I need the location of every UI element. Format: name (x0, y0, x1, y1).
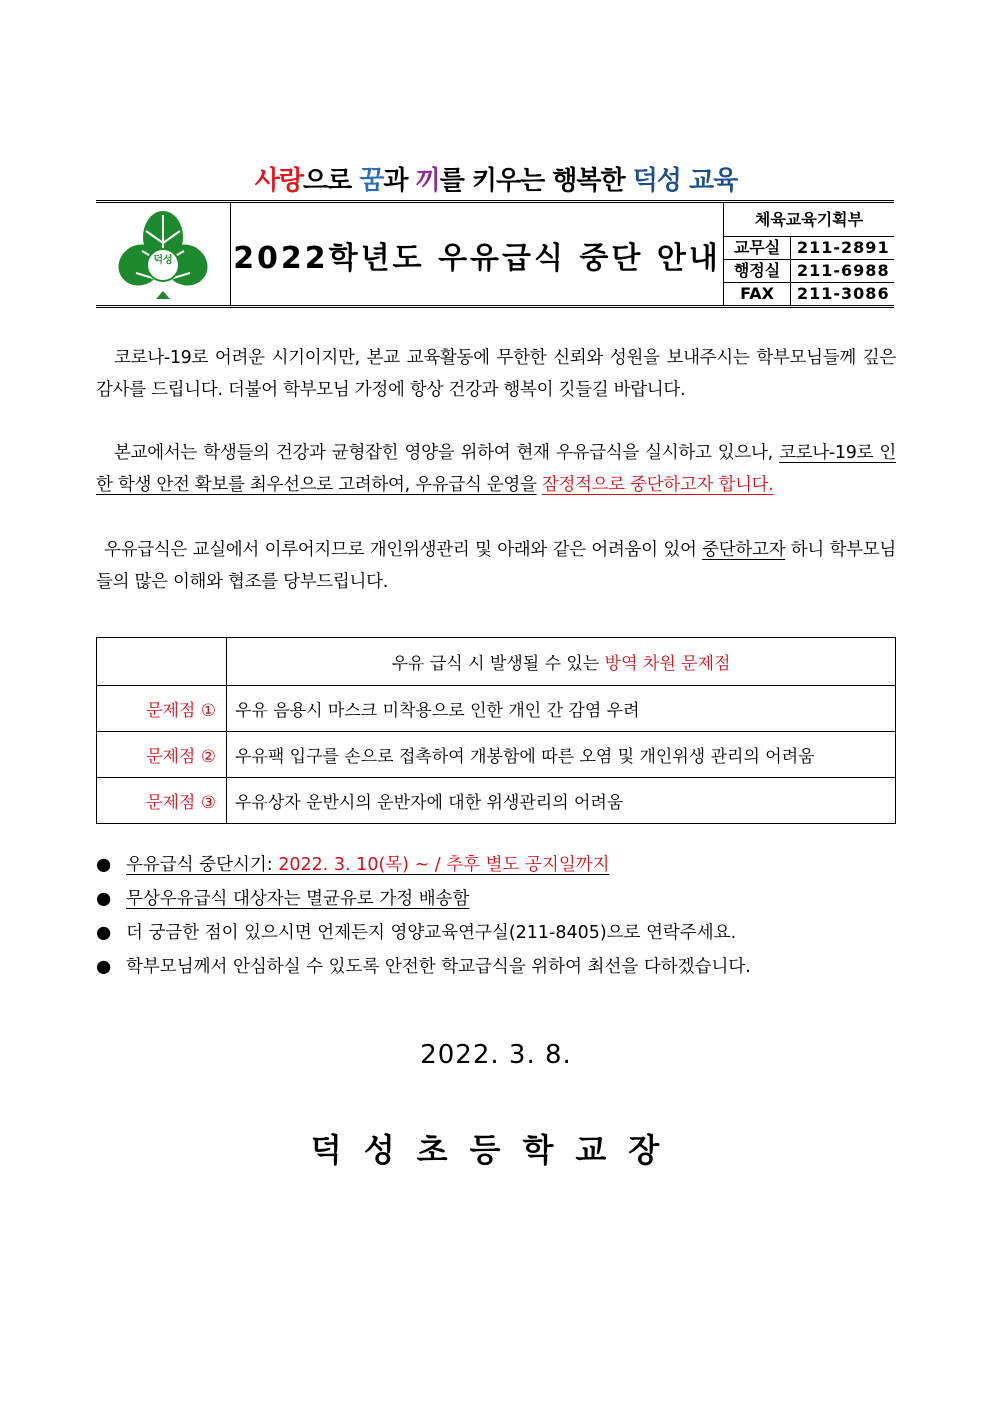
list-item (96, 950, 896, 984)
contact-box (724, 203, 894, 305)
slogan-part: 를 키우는 행복한 (439, 166, 633, 196)
list-item (96, 916, 896, 950)
page-title: 2022학년도 우유급식 중단 안내 (233, 241, 721, 276)
bullet-icon: ● (96, 923, 112, 943)
paragraph-greeting: 코로나-19로 어려운 시기이지만, 본교 교육활동에 무한한 신뢰와 성원을 보내주시는 학부모님들께 깊은 감사를 드립니다. 더불어 학부모님 가정에 항상 건강과 행복이 깃들길 바랍니다. (96, 348, 896, 400)
table-corner (97, 638, 227, 686)
slogan-part: 으로 (303, 166, 360, 196)
school-logo (96, 203, 230, 303)
bullet-text: 학부모님께서 안심하실 수 있도록 안전한 학교급식을 위하여 최선을 다하겠습니다. (126, 957, 751, 977)
contact-number: 211-6988 (797, 261, 890, 280)
contact-row (724, 260, 894, 283)
table-row (97, 686, 896, 732)
issue-label: 문제점 ① (97, 686, 227, 732)
department-name: 체육교육기획부 (724, 203, 894, 237)
issues-table (96, 637, 896, 824)
paragraph-notice (96, 437, 896, 501)
issue-label: 문제점 ② (97, 732, 227, 778)
bullet-icon: ● (96, 957, 112, 977)
period-value: 2022. 3. 10(목) ~ / 추후 별도 공지일까지 (278, 855, 610, 875)
title-cell (231, 203, 724, 305)
table-header-row (97, 638, 896, 686)
table-header-highlight: 방역 차원 문제점 (604, 654, 731, 674)
period-label: 우유급식 중단시기: (126, 855, 279, 875)
issue-label: 문제점 ③ (97, 778, 227, 824)
reason-text: 우유급식은 교실에서 이루어지므로 개인위생관리 및 아래와 같은 어려움이 있어 (104, 540, 697, 560)
bullet-icon: ● (96, 855, 112, 875)
table-header (227, 638, 896, 686)
notice-highlight: 잠정적으로 중단하고자 합니다. (541, 475, 774, 495)
notice-emphasis: 코로나-19로 인한 학생 안전 확보를 최우선으로 고려하여, 우유급식 운영을 (96, 443, 896, 495)
table-row (97, 732, 896, 778)
issue-text: 우유상자 운반시의 운반자에 대한 위생관리의 어려움 (227, 778, 896, 824)
document-header (96, 200, 894, 308)
slogan-part: 사랑 (254, 166, 303, 196)
paragraph-reason (96, 534, 896, 598)
slogan (0, 160, 992, 197)
table-header-text: 우유 급식 시 발생될 수 있는 (391, 654, 605, 674)
issue-text: 우유팩 입구를 손으로 접촉하여 개봉함에 따른 오염 및 개인위생 관리의 어려움 (227, 732, 896, 778)
bullet-text (126, 855, 610, 875)
slogan-part: 꿈 (359, 166, 384, 196)
signer-name: 덕성초등학교장 (310, 1131, 682, 1169)
contact-label: 행정실 (724, 260, 791, 282)
bullet-text: 더 궁금한 점이 있으시면 언제든지 영양교육연구실(211-8405)으로 연락주세요. (126, 923, 737, 943)
slogan-part: 덕성 교육 (632, 166, 738, 196)
slogan-part: 과 (383, 166, 416, 196)
bullet-list (96, 848, 896, 984)
contact-row (724, 283, 894, 305)
slogan-part: 끼 (415, 166, 440, 196)
notice-text: 본교에서는 학생들의 건강과 균형잡힌 영양을 위하여 현재 우유급식을 실시하고 있으나, (114, 443, 773, 463)
reason-emphasis: 중단하고자 (702, 540, 786, 560)
contact-number: 211-2891 (797, 238, 890, 257)
table-row (97, 778, 896, 824)
logo-cell (96, 203, 231, 305)
contact-number: 211-3086 (797, 284, 890, 303)
contact-label: 교무실 (724, 237, 791, 259)
reason-text-end: 하니 학부모님들의 많은 이해와 협조를 당부드립니다. (96, 540, 896, 592)
list-item (96, 882, 896, 916)
contact-row (724, 237, 894, 260)
document-date: 2022. 3. 8. (420, 1040, 572, 1070)
bullet-icon: ● (96, 889, 112, 909)
list-item (96, 848, 896, 882)
bullet-text: 무상우유급식 대상자는 멸균유로 가정 배송함 (126, 889, 470, 909)
issue-text: 우유 음용시 마스크 미착용으로 인한 개인 간 감염 우려 (227, 686, 896, 732)
contact-label: FAX (724, 283, 791, 305)
logo-text: 덕성 (153, 255, 173, 266)
